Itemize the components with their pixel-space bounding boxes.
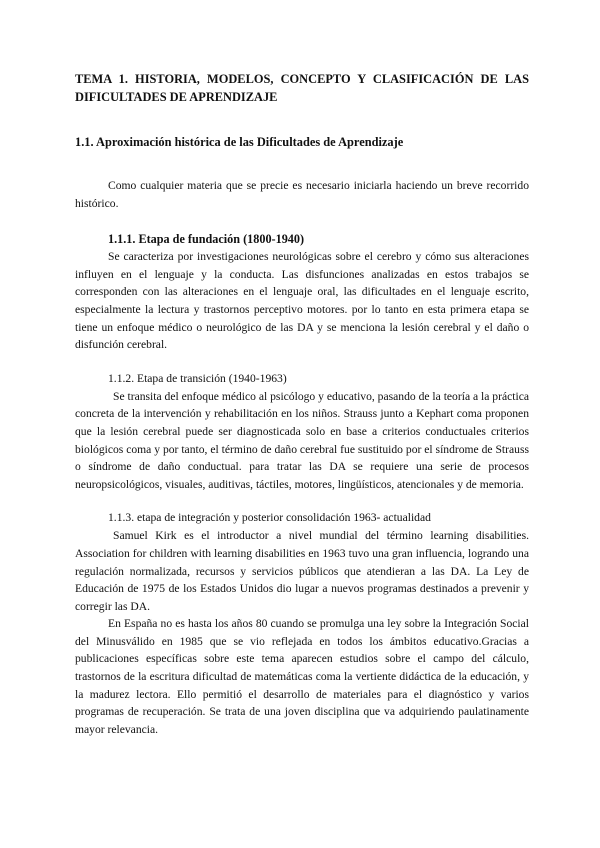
section-heading: 1.1. Aproximación histórica de las Dificultades de Aprendizaje	[75, 135, 404, 149]
subsection-heading-integration: 1.1.3. etapa de integración y posterior consolidación 1963- actualidad	[108, 511, 431, 525]
subsection-heading-foundation: 1.1.1. Etapa de fundación (1800-1940)	[108, 232, 305, 247]
document-title: TEMA 1. HISTORIA, MODELOS, CONCEPTO Y CLASIFICACIÓN DE LAS DIFICULTADES DE APRENDIZAJE	[75, 72, 529, 104]
intro-paragraph: Como cualquier materia que se precie es necesario iniciarla haciendo un breve recorrido histórico.	[75, 179, 529, 210]
paragraph-transition: Se transita del enfoque médico al psicólogo y educativo, pasando de la teoría a la práctica concreta de la intervención y rehabilitación en los niños. Strauss junto a Kephart coma proponen que la lesión cerebral puede ser diagnosticada solo en base a criterios conductuales criterios biológicos coma y por tanto, el término de daño cerebral fue sustituido por el síndrome de Strauss o síndrome de daño conductual. para tratar las DA se requiere una serie de procesos neuropsicológicos, visuales, auditivas, táctiles, motores, lingüísticos, atencionales y de memoria.	[75, 389, 529, 491]
subsection-heading-transition: 1.1.2. Etapa de transición (1940-1963)	[108, 371, 287, 385]
paragraph-integration-2: En España no es hasta los años 80 cuando se promulga una ley sobre la Integración Social del Minusválido en 1985 que se vio reflejada en todos los ámbitos educativo.Gracias a publicaciones específicas sobre este tema aparecen estudios sobre el campo del cálculo, trastornos de la escritura dificultad de matemáticas coma la vertiente didáctica de la educación, y la madurez lectora. Ello permitió el desarrollo de materiales para el diagnóstico y varios programas de recuperación. Se trata de una joven disciplina que va adquiriendo paulatinamente mayor relevancia.	[75, 617, 529, 736]
paragraph-integration-1: Samuel Kirk es el introductor a nivel mundial del término learning disabilities. Association for children with learning disabilities en 1963 tuvo una gran influencia, logrando una regulación normalizada, recursos y servicios públicos que atendieran a las DA. La Ley de Educación de 1975 de los Estados Unidos dio lugar a nuevos programas destinados a prevenir y corregir las DA.	[75, 529, 529, 613]
paragraph-foundation: Se caracteriza por investigaciones neurológicas sobre el cerebro y cómo sus alteraciones influyen en el lenguaje y la conducta. Las disfunciones analizadas en estos trabajos se corresponden con las alteraciones en el lenguaje oral, las dificultades en el lenguaje escrito, especialmente la lectura y trastornos perceptivo motores. por lo tanto en esta primera etapa se tiene un enfoque médico o neurológico de las DA y se menciona la lesión cerebral y el daño o disfunción cerebral.	[75, 250, 529, 352]
